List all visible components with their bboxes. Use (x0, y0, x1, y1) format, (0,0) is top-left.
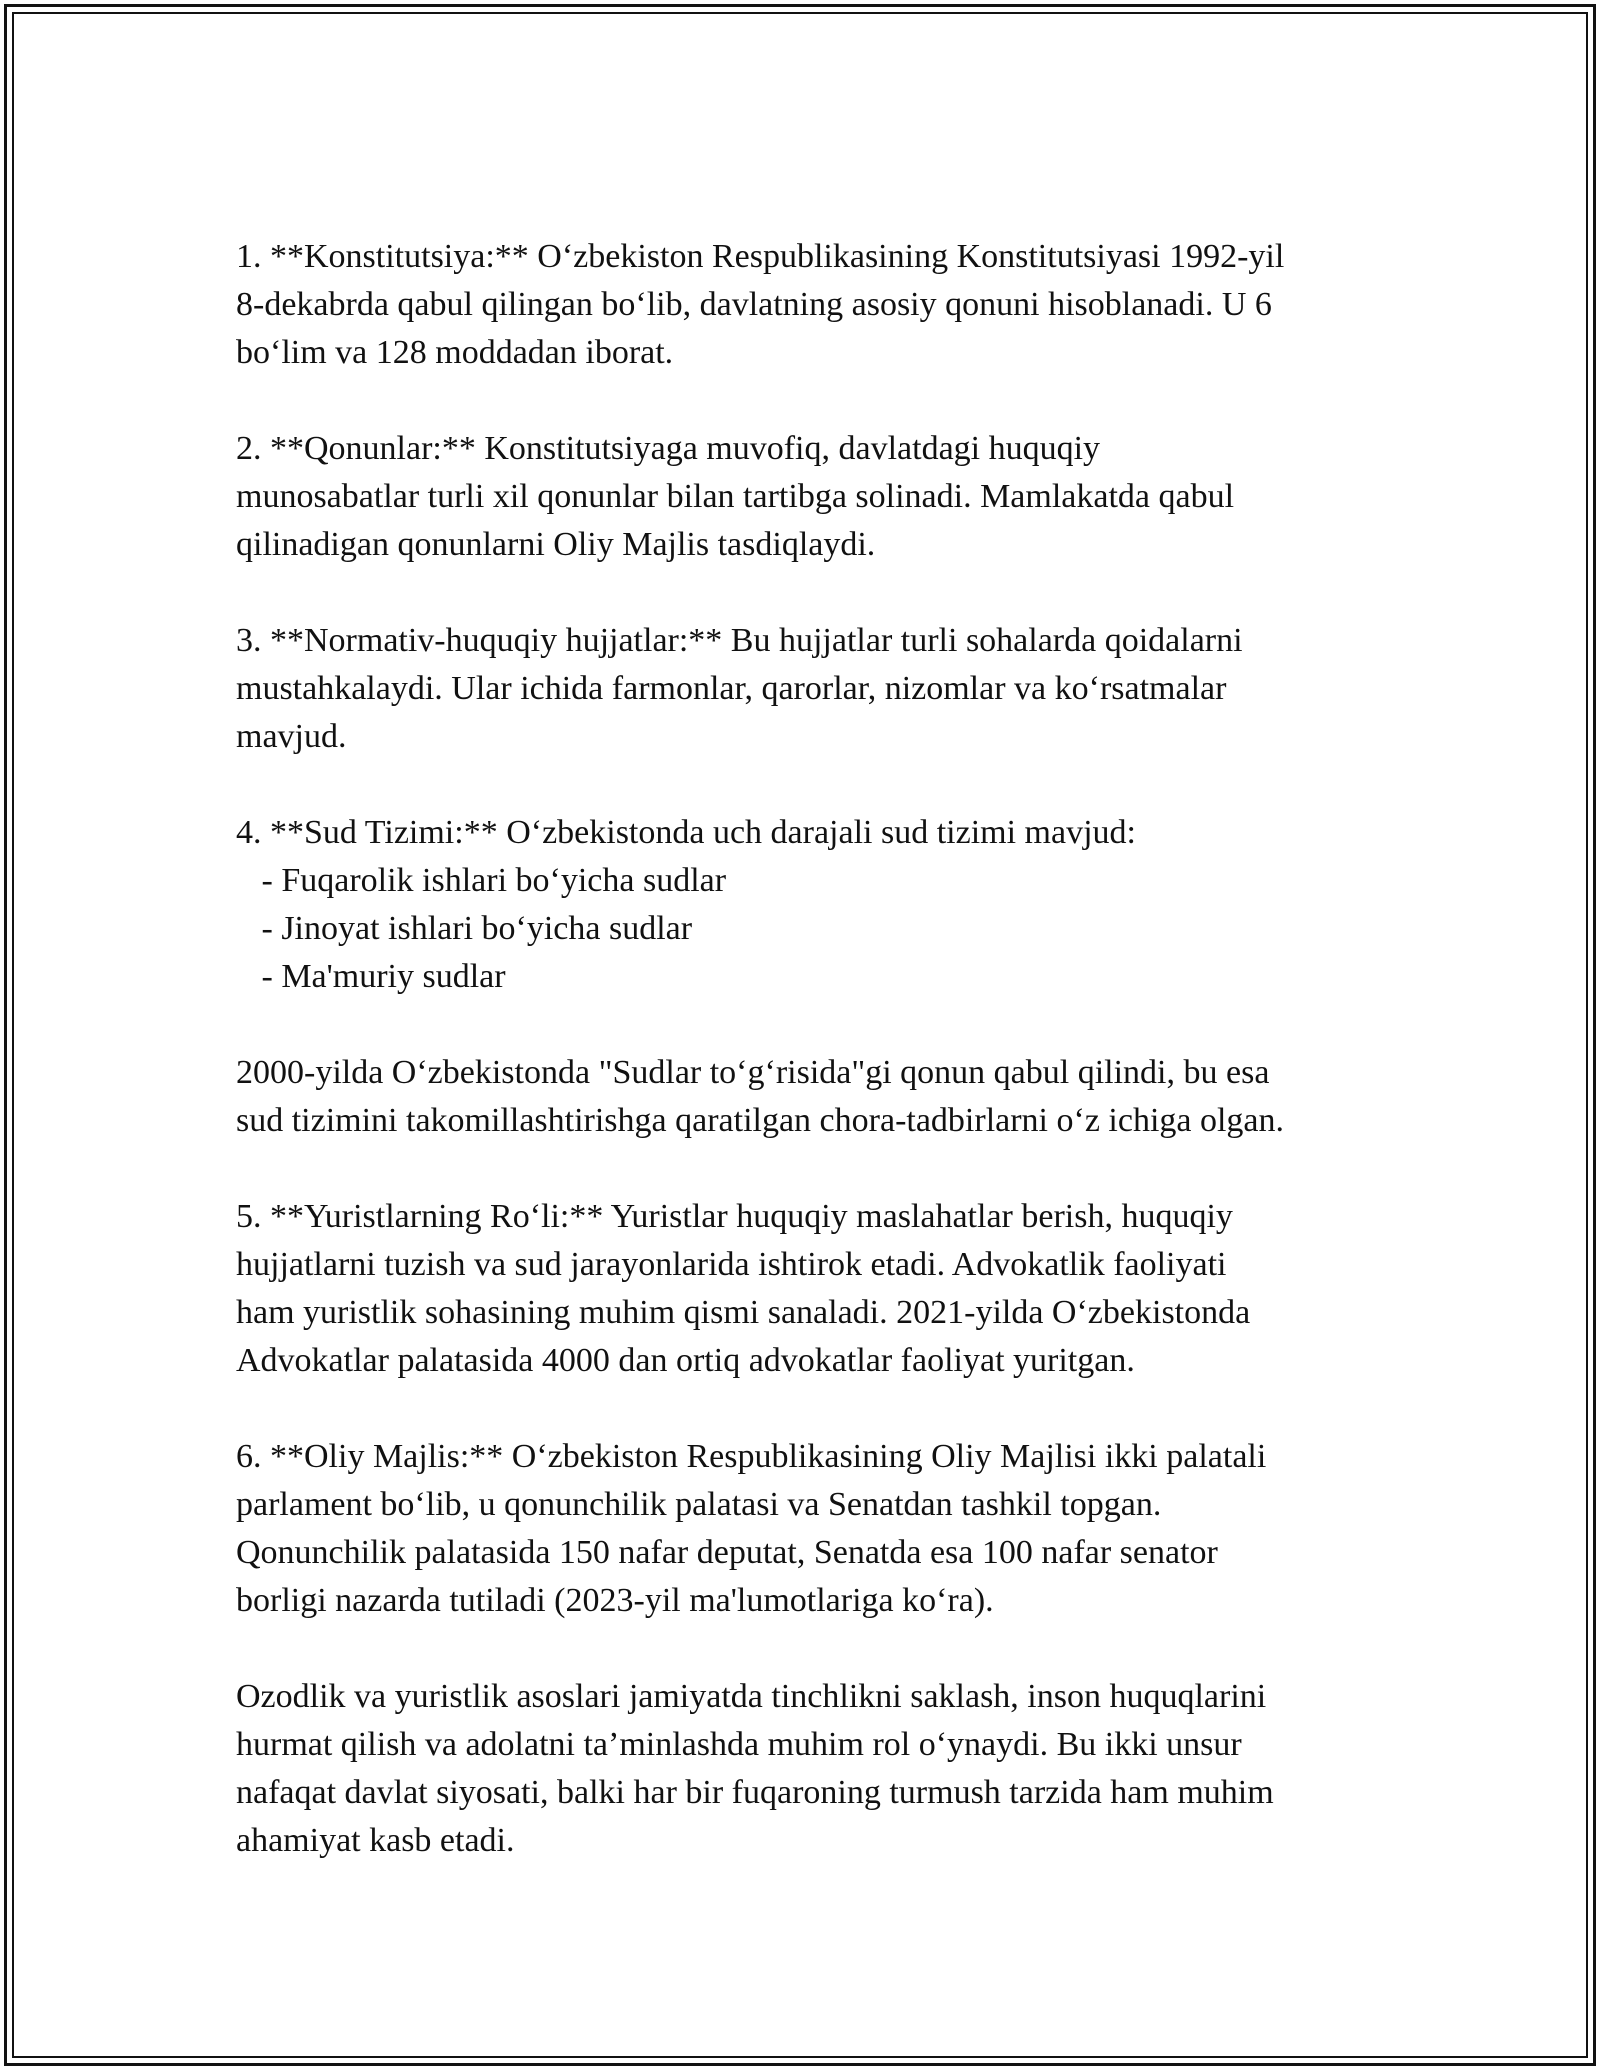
text-line: mustahkalaydi. Ular ichida farmonlar, qarorlar, nizomlar va ko‘rsatmalar (236, 670, 1227, 707)
section-qonunlar (236, 425, 1386, 569)
text-line: hurmat qilish va adolatni ta’minlashda muhim rol o‘ynaydi. Bu ikki unsur (236, 1726, 1242, 1763)
text-line: sud tizimini takomillashtirishga qaratilgan chora-tadbirlarni o‘z ichiga olgan. (236, 1102, 1285, 1139)
section-conclusion (236, 1673, 1386, 1865)
list-item: - Fuqarolik ishlari bo‘yicha sudlar (236, 862, 727, 899)
text-line: qilinadigan qonunlarni Oliy Majlis tasdiqlaydi. (236, 526, 876, 563)
text-line: 5. **Yuristlarning Ro‘li:** Yuristlar huquqiy maslahatlar berish, huquqiy (236, 1198, 1233, 1235)
text-line: 6. **Oliy Majlis:** O‘zbekiston Respublikasining Oliy Majlisi ikki palatali (236, 1438, 1267, 1475)
section-normativ-huquqiy-hujjatlar (236, 617, 1386, 761)
text-line: Advokatlar palatasida 4000 dan ortiq advokatlar faoliyat yuritgan. (236, 1342, 1135, 1379)
section-sud-tizimi (236, 809, 1386, 1001)
text-line: 3. **Normativ-huquqiy hujjatlar:** Bu hujjatlar turli sohalarda qoidalarni (236, 622, 1243, 659)
text-line: 4. **Sud Tizimi:** O‘zbekistonda uch darajali sud tizimi mavjud: (236, 814, 1136, 851)
text-line: munosabatlar turli xil qonunlar bilan tartibga solinadi. Mamlakatda qabul (236, 478, 1235, 515)
text-line: 2000-yilda O‘zbekistonda "Sudlar to‘g‘risida"gi qonun qabul qilindi, bu esa (236, 1054, 1270, 1091)
section-konstitutsiya (236, 233, 1386, 377)
text-line: borligi nazarda tutiladi (2023-yil ma'lumotlariga ko‘ra). (236, 1582, 994, 1619)
list-item: - Ma'muriy sudlar (236, 958, 506, 995)
section-yuristlarning-roli (236, 1193, 1386, 1385)
text-line: Qonunchilik palatasida 150 nafar deputat, Senatda esa 100 nafar senator (236, 1534, 1218, 1571)
text-line: 2. **Qonunlar:** Konstitutsiyaga muvofiq, davlatdagi huquqiy (236, 430, 1101, 467)
text-line: Ozodlik va yuristlik asoslari jamiyatda tinchlikni saklash, inson huquqlarini (236, 1678, 1267, 1715)
text-line: 1. **Konstitutsiya:** O‘zbekiston Respublikasining Konstitutsiyasi 1992-yil (236, 238, 1285, 275)
document-body (236, 233, 1386, 1865)
court-types-list (236, 857, 1386, 1001)
text-line: bo‘lim va 128 moddadan iborat. (236, 334, 674, 371)
section-sudlar-qonuni (236, 1049, 1386, 1145)
text-line: ham yuristlik sohasining muhim qismi sanaladi. 2021-yilda O‘zbekistonda (236, 1294, 1251, 1331)
text-line: hujjatlarni tuzish va sud jarayonlarida ishtirok etadi. Advokatlik faoliyati (236, 1246, 1227, 1283)
section-oliy-majlis (236, 1433, 1386, 1625)
text-line: 8-dekabrda qabul qilingan bo‘lib, davlatning asosiy qonuni hisoblanadi. U 6 (236, 286, 1272, 323)
list-item: - Jinoyat ishlari bo‘yicha sudlar (236, 910, 693, 947)
text-line: parlament bo‘lib, u qonunchilik palatasi va Senatdan tashkil topgan. (236, 1486, 1162, 1523)
text-line: mavjud. (236, 718, 347, 755)
text-line: nafaqat davlat siyosati, balki har bir fuqaroning turmush tarzida ham muhim (236, 1774, 1274, 1811)
text-line: ahamiyat kasb etadi. (236, 1822, 515, 1859)
